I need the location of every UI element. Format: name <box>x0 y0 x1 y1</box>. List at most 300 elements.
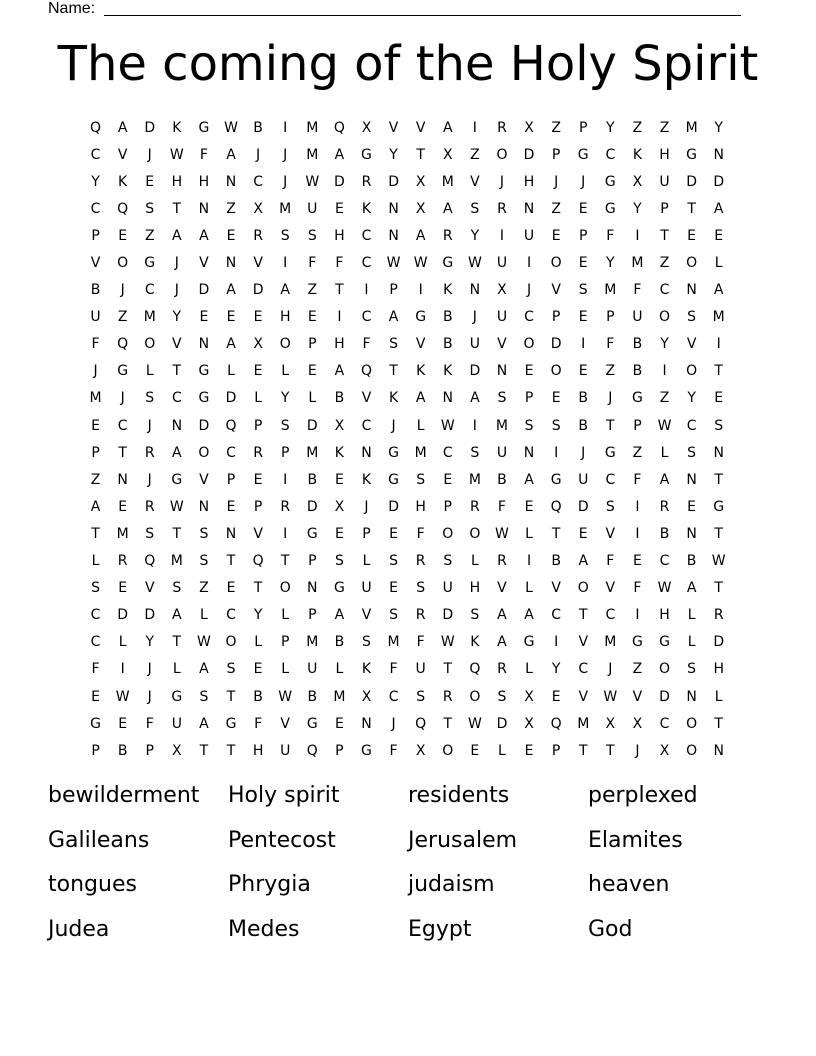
grid-letter: G <box>171 471 183 488</box>
grid-letter: T <box>443 661 453 678</box>
grid-letter: E <box>118 715 128 732</box>
grid-letter: A <box>172 227 182 244</box>
grid-letter: T <box>172 200 182 217</box>
grid-letter: I <box>283 525 288 542</box>
grid-letter: A <box>713 200 724 217</box>
grid-letter: L <box>281 661 290 678</box>
grid-letter: Y <box>660 336 669 353</box>
grid-letter: S <box>199 553 209 570</box>
grid-letter: Y <box>280 390 290 407</box>
grid-letter: S <box>416 471 426 488</box>
grid-letter: E <box>253 661 263 678</box>
grid-letter: X <box>442 146 453 163</box>
grid-letter: G <box>333 580 345 597</box>
grid-letter: J <box>147 417 152 434</box>
grid-letter: S <box>687 309 697 326</box>
grid-letter: O <box>144 336 156 353</box>
grid-letter: O <box>686 742 698 759</box>
grid-letter: C <box>388 688 399 705</box>
grid-letter: Q <box>117 200 129 217</box>
word-bank-item: Pentecost <box>228 827 336 853</box>
grid-letter: P <box>524 390 534 407</box>
grid-letter: E <box>578 200 588 217</box>
grid-letter: L <box>200 607 208 624</box>
grid-letter: T <box>226 742 236 759</box>
grid-letter: A <box>470 390 480 407</box>
grid-letter: F <box>416 525 425 542</box>
grid-letter: V <box>497 580 507 597</box>
grid-letter: X <box>605 715 616 732</box>
grid-letter: M <box>306 119 319 136</box>
grid-letter: A <box>172 444 182 461</box>
grid-letter: C <box>605 607 616 624</box>
grid-letter: A <box>334 363 345 380</box>
grid-letter: B <box>578 390 589 407</box>
grid-letter: T <box>172 525 182 542</box>
grid-letter: N <box>198 336 210 353</box>
grid-letter: H <box>713 661 724 678</box>
grid-letter: A <box>686 580 697 597</box>
grid-letter: K <box>361 661 372 678</box>
grid-letter: G <box>225 715 237 732</box>
grid-letter: T <box>660 227 669 244</box>
grid-letter: H <box>659 146 670 163</box>
grid-letter: C <box>226 444 236 461</box>
grid-letter: G <box>550 471 562 488</box>
grid-letter: S <box>389 553 399 570</box>
grid-letter: M <box>143 309 156 326</box>
grid-letter: H <box>334 336 345 353</box>
grid-letter: S <box>334 553 344 570</box>
grid-letter: S <box>470 200 480 217</box>
grid-letter: F <box>633 580 642 597</box>
grid-letter: R <box>144 444 155 461</box>
grid-letter: E <box>334 715 344 732</box>
grid-letter: W <box>224 119 238 136</box>
grid-letter: T <box>443 715 453 732</box>
grid-letter: T <box>280 553 290 570</box>
grid-letter: B <box>578 417 589 434</box>
grid-letter: A <box>415 227 426 244</box>
grid-letter: C <box>226 607 236 624</box>
grid-letter: O <box>442 742 454 759</box>
grid-letter: O <box>279 580 291 597</box>
grid-letter: E <box>91 417 100 434</box>
grid-letter: G <box>713 498 725 515</box>
grid-letter: G <box>604 444 616 461</box>
grid-letter: C <box>361 255 372 272</box>
grid-letter: K <box>361 471 372 488</box>
grid-letter: C <box>144 282 155 299</box>
grid-letter: C <box>605 471 616 488</box>
grid-letter: X <box>361 119 372 136</box>
grid-letter: L <box>118 634 127 651</box>
grid-letter: F <box>606 227 615 244</box>
grid-letter: Q <box>90 119 102 136</box>
grid-letter: Z <box>659 119 670 136</box>
grid-letter: Q <box>469 661 481 678</box>
grid-letter: J <box>256 146 261 163</box>
grid-letter: E <box>524 498 534 515</box>
grid-letter: U <box>523 227 535 244</box>
grid-letter: R <box>280 498 291 515</box>
grid-letter: C <box>253 173 263 190</box>
grid-letter: V <box>632 688 643 705</box>
grid-letter: U <box>415 661 426 678</box>
grid-letter: V <box>253 525 263 542</box>
grid-letter: C <box>361 417 372 434</box>
grid-letter: D <box>686 173 697 190</box>
grid-letter: D <box>659 688 670 705</box>
grid-letter: P <box>280 634 290 651</box>
grid-letter: X <box>524 119 534 136</box>
grid-letter: H <box>279 309 291 326</box>
word-bank <box>48 778 768 956</box>
grid-letter: N <box>686 688 697 705</box>
grid-letter: R <box>415 607 426 624</box>
grid-letter: W <box>115 688 130 705</box>
grid-letter: P <box>389 282 398 299</box>
grid-letter: K <box>118 173 128 190</box>
grid-letter: D <box>550 336 562 353</box>
grid-letter: A <box>524 607 534 624</box>
grid-letter: G <box>117 363 129 380</box>
grid-letter: L <box>525 525 533 542</box>
grid-letter: G <box>90 715 101 732</box>
grid-letter: S <box>524 417 534 434</box>
grid-letter: O <box>523 336 535 353</box>
grid-letter: E <box>551 390 561 407</box>
grid-letter: I <box>120 661 125 678</box>
grid-letter: S <box>280 417 290 434</box>
grid-letter: G <box>388 444 399 461</box>
grid-letter: N <box>198 498 210 515</box>
grid-letter: W <box>711 553 726 570</box>
grid-letter: I <box>526 553 532 570</box>
grid-letter: S <box>687 444 697 461</box>
grid-letter: B <box>253 119 263 136</box>
grid-letter: S <box>687 661 697 678</box>
grid-letter: I <box>635 227 640 244</box>
grid-letter: T <box>335 282 344 299</box>
grid-letter: O <box>550 255 562 272</box>
grid-letter: L <box>416 417 425 434</box>
grid-letter: K <box>334 444 344 461</box>
grid-letter: Y <box>714 119 723 136</box>
grid-letter: J <box>554 173 559 190</box>
grid-letter: D <box>144 119 156 136</box>
grid-letter: Z <box>117 309 128 326</box>
grid-letter: V <box>172 336 182 353</box>
grid-letter: X <box>632 715 643 732</box>
grid-letter: V <box>497 336 507 353</box>
grid-letter: U <box>280 742 291 759</box>
grid-letter: W <box>386 255 401 272</box>
grid-letter: T <box>118 444 127 461</box>
grid-letter: F <box>91 336 100 353</box>
grid-letter: S <box>714 417 724 434</box>
grid-letter: Q <box>252 553 264 570</box>
grid-letter: O <box>550 363 562 380</box>
grid-letter: T <box>687 200 696 217</box>
grid-letter: G <box>659 634 670 651</box>
grid-letter: L <box>714 688 723 705</box>
grid-letter: T <box>714 471 723 488</box>
grid-letter: C <box>551 607 562 624</box>
grid-letter: S <box>145 390 155 407</box>
name-underline <box>104 15 741 16</box>
grid-letter: N <box>523 200 535 217</box>
grid-letter: S <box>497 688 507 705</box>
grid-letter: E <box>145 173 155 190</box>
grid-letter: E <box>578 309 588 326</box>
grid-letter: W <box>467 715 482 732</box>
grid-letter: G <box>198 119 210 136</box>
grid-letter: H <box>171 173 183 190</box>
grid-letter: O <box>686 255 698 272</box>
grid-letter: B <box>551 553 561 570</box>
grid-letter: E <box>226 580 236 597</box>
grid-letter: F <box>606 553 615 570</box>
grid-letter: M <box>495 417 508 434</box>
grid-letter: M <box>279 200 292 217</box>
grid-letter: R <box>117 553 128 570</box>
grid-letter: Y <box>633 200 642 217</box>
grid-letter: N <box>388 200 399 217</box>
grid-letter: T <box>172 363 182 380</box>
grid-letter: T <box>606 742 615 759</box>
grid-letter: R <box>253 444 263 461</box>
grid-letter: G <box>604 173 616 190</box>
grid-letter: W <box>413 255 428 272</box>
grid-letter: V <box>578 688 589 705</box>
grid-letter: I <box>283 471 288 488</box>
grid-letter: M <box>631 255 644 272</box>
grid-letter: T <box>714 363 723 380</box>
grid-letter: E <box>524 363 534 380</box>
grid-letter: V <box>199 255 209 272</box>
grid-letter: D <box>252 282 264 299</box>
grid-letter: M <box>89 390 102 407</box>
grid-letter: P <box>606 309 615 326</box>
grid-letter: W <box>467 255 482 272</box>
grid-letter: B <box>117 742 128 759</box>
grid-letter: I <box>283 119 288 136</box>
word-bank-item: bewilderment <box>48 783 200 808</box>
grid-letter: V <box>253 255 263 272</box>
grid-letter: G <box>198 390 210 407</box>
grid-letter: Q <box>415 715 427 732</box>
grid-letter: H <box>198 173 210 190</box>
grid-letter: C <box>90 200 101 217</box>
grid-letter: K <box>443 363 453 380</box>
grid-letter: P <box>253 498 263 515</box>
grid-letter: J <box>581 444 586 461</box>
grid-letter: D <box>144 607 156 624</box>
grid-letter: D <box>388 173 399 190</box>
grid-letter: Y <box>606 255 615 272</box>
grid-letter: S <box>416 580 426 597</box>
grid-letter: Q <box>360 363 372 380</box>
grid-letter: Z <box>551 200 561 217</box>
grid-letter: J <box>391 417 396 434</box>
grid-letter: Z <box>659 255 670 272</box>
grid-letter: E <box>470 742 480 759</box>
grid-letter: K <box>361 200 372 217</box>
grid-letter: N <box>523 444 535 461</box>
grid-letter: M <box>712 309 725 326</box>
grid-letter: D <box>713 634 725 651</box>
grid-letter: D <box>117 607 129 624</box>
grid-letter: T <box>578 607 588 624</box>
grid-letter: N <box>225 525 237 542</box>
grid-letter: W <box>197 634 211 651</box>
grid-letter: T <box>172 634 182 651</box>
grid-letter: F <box>145 715 154 732</box>
grid-letter: L <box>660 444 669 461</box>
grid-letter: Q <box>333 119 345 136</box>
grid-letter: U <box>632 309 643 326</box>
grid-letter: F <box>362 336 371 353</box>
grid-letter: U <box>469 336 480 353</box>
grid-letter: N <box>198 200 210 217</box>
grid-letter: Z <box>470 146 480 163</box>
grid-letter: L <box>687 634 696 651</box>
grid-letter: S <box>470 607 480 624</box>
grid-letter: F <box>389 661 398 678</box>
grid-letter: I <box>499 227 505 244</box>
grid-letter: N <box>361 715 372 732</box>
word-bank-item: tongues <box>48 872 137 897</box>
grid-letter: T <box>253 580 263 597</box>
grid-letter: N <box>686 471 697 488</box>
grid-letter: F <box>308 255 317 272</box>
grid-letter: O <box>198 444 210 461</box>
grid-letter: M <box>577 715 590 732</box>
grid-letter: O <box>117 255 129 272</box>
grid-letter: M <box>306 146 319 163</box>
letter-grid <box>82 114 732 764</box>
grid-letter: L <box>470 553 479 570</box>
grid-letter: A <box>659 471 670 488</box>
grid-letter: C <box>686 417 697 434</box>
grid-letter: O <box>469 688 481 705</box>
grid-letter: R <box>497 661 507 678</box>
grid-letter: O <box>659 309 671 326</box>
grid-letter: S <box>145 525 155 542</box>
grid-letter: B <box>686 553 697 570</box>
name-label: Name: <box>48 0 96 17</box>
grid-letter: V <box>415 336 426 353</box>
grid-letter: J <box>391 715 396 732</box>
grid-letter: I <box>554 444 559 461</box>
grid-letter: L <box>308 390 317 407</box>
grid-letter: X <box>632 173 643 190</box>
grid-letter: R <box>659 498 670 515</box>
grid-letter: H <box>523 173 535 190</box>
grid-letter: T <box>551 525 561 542</box>
grid-letter: R <box>469 498 480 515</box>
grid-letter: P <box>551 742 561 759</box>
grid-letter: N <box>686 525 697 542</box>
grid-letter: J <box>147 146 152 163</box>
grid-letter: S <box>91 580 100 597</box>
grid-letter: A <box>199 227 209 244</box>
word-bank-item: Jerusalem <box>408 827 518 853</box>
grid-letter: D <box>469 363 481 380</box>
grid-letter: B <box>334 634 345 651</box>
grid-letter: E <box>551 688 561 705</box>
grid-letter: L <box>172 661 181 678</box>
grid-letter: Y <box>91 173 100 190</box>
grid-letter: U <box>496 444 508 461</box>
grid-letter: X <box>497 282 507 299</box>
grid-letter: I <box>716 336 721 353</box>
grid-letter: D <box>225 390 237 407</box>
grid-letter: D <box>523 146 535 163</box>
grid-letter: S <box>226 661 236 678</box>
grid-letter: M <box>333 688 346 705</box>
grid-letter: W <box>169 146 184 163</box>
grid-letter: B <box>632 363 643 380</box>
grid-letter: S <box>145 200 155 217</box>
word-bank-item: Elamites <box>588 827 683 853</box>
grid-letter: Y <box>172 309 182 326</box>
grid-letter: K <box>632 146 643 163</box>
grid-letter: F <box>389 742 398 759</box>
grid-letter: Z <box>226 200 236 217</box>
grid-letter: E <box>334 200 344 217</box>
grid-letter: E <box>578 363 588 380</box>
grid-letter: E <box>91 688 100 705</box>
word-bank-item: heaven <box>588 872 670 897</box>
grid-letter: W <box>440 417 455 434</box>
grid-letter: Q <box>550 498 562 515</box>
grid-letter: A <box>172 607 182 624</box>
grid-letter: F <box>497 498 506 515</box>
page-title: The coming of the Holy Spirit <box>57 36 759 92</box>
grid-letter: C <box>578 661 589 678</box>
grid-letter: J <box>147 471 152 488</box>
grid-letter: O <box>442 525 454 542</box>
grid-letter: V <box>578 634 589 651</box>
grid-letter: L <box>687 607 696 624</box>
grid-letter: P <box>91 227 100 244</box>
grid-letter: R <box>497 119 507 136</box>
grid-letter: Y <box>687 390 696 407</box>
grid-letter: O <box>469 525 481 542</box>
grid-letter: E <box>226 498 236 515</box>
grid-letter: C <box>90 634 101 651</box>
grid-letter: C <box>361 227 372 244</box>
grid-letter: M <box>685 119 698 136</box>
grid-letter: O <box>659 661 671 678</box>
grid-letter: H <box>469 580 481 597</box>
grid-letter: Z <box>307 282 318 299</box>
grid-letter: V <box>415 119 426 136</box>
grid-letter: K <box>388 390 399 407</box>
grid-letter: A <box>578 553 589 570</box>
grid-letter: P <box>551 309 561 326</box>
word-bank-item: God <box>588 916 633 942</box>
grid-letter: V <box>388 119 399 136</box>
grid-letter: A <box>334 607 345 624</box>
grid-letter: J <box>364 498 369 515</box>
grid-letter: Y <box>551 661 561 678</box>
grid-letter: P <box>145 742 154 759</box>
grid-letter: A <box>334 146 345 163</box>
grid-letter: E <box>443 471 453 488</box>
